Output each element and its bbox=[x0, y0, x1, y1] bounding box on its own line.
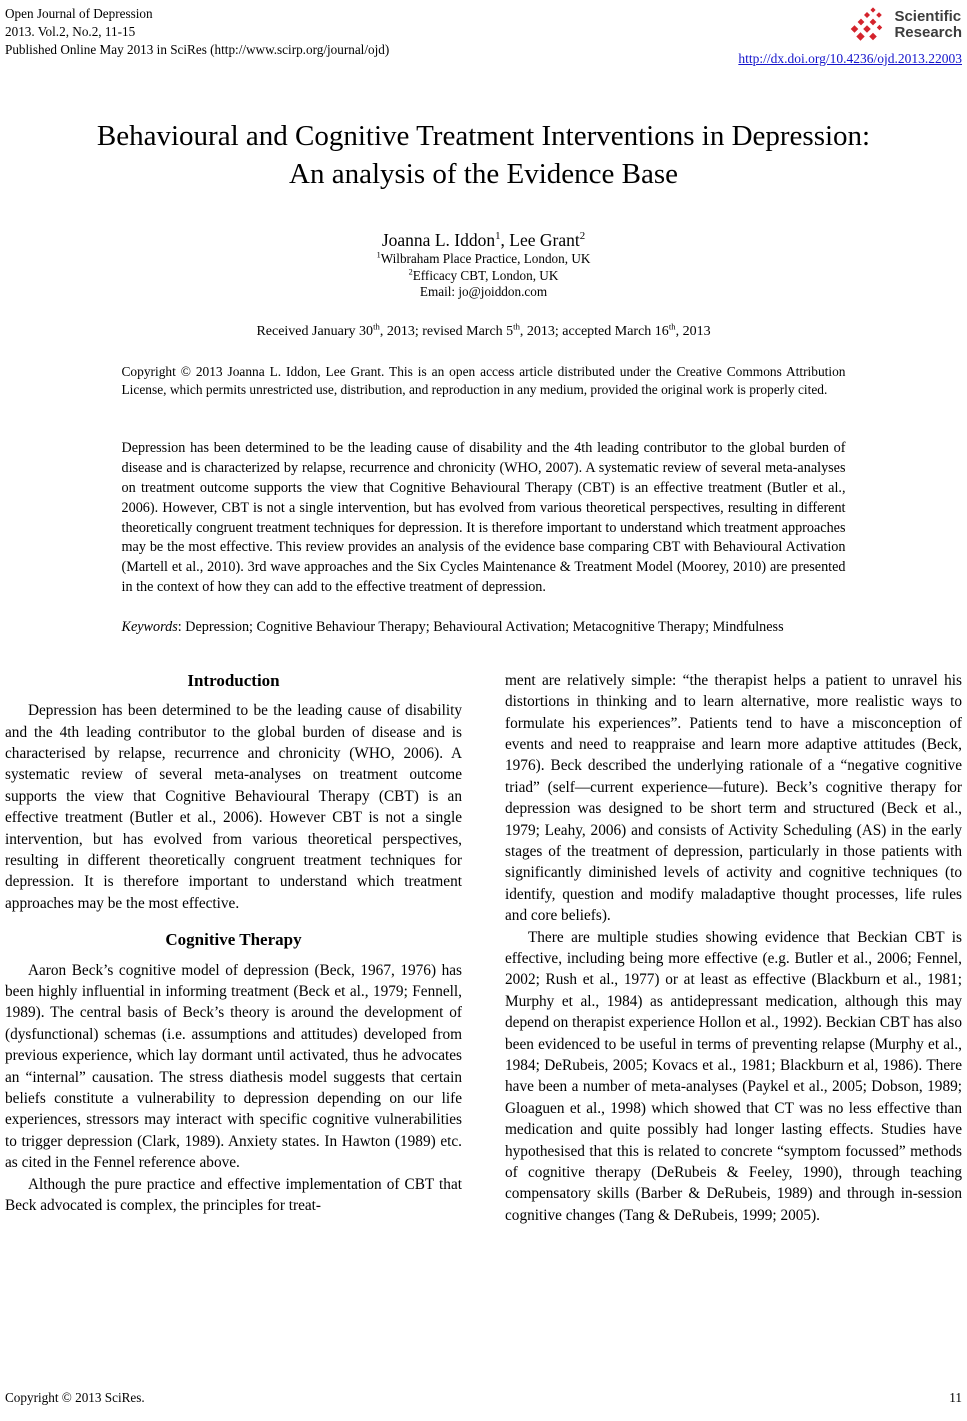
affiliation-1-mark: 1 bbox=[376, 250, 381, 260]
paragraph: There are multiple studies showing evidence that Beckian CBT is effective, including being more effective (e.g. Butler et al., 2006; Fennel, 2002; Rush et al., 1977) or at least as effective (Blackburn et al., 1981; Murphy et al., 1984) as antidepressant medication, although this may depend on therapist experience Hollon et al., 1992). Beckian CBT has also been evidenced to be useful in terms of preventing relapse (Murphy et al., 1984; DeRubeis, 2005; Kovacs et al., 1981; Blackburn et al, 1986). There have been a number of meta-analyses (Paykel et al., 2005; Dobson, 1989; Gloaguen et al., 1998) which showed that CT was no less effective than medication and quite possibly had longer lasting effects. Studies have hypothesised that this is related to concrete “symptom focussed” methods of cognitive therapy (DeRubeis & Feeley, 1990), through teaching compensatory skills (Barber & DeRubeis, 1989) and through in-session cognitive changes (Tang & DeRubeis, 1999; 2005). bbox=[505, 928, 962, 1224]
affiliations bbox=[5, 251, 962, 301]
right-column bbox=[505, 670, 962, 1227]
journal-published-line: Published Online May 2013 in SciRes (http://www.scirp.org/journal/ojd) bbox=[5, 42, 390, 57]
received-part: , 2013; accepted March 16 bbox=[519, 323, 669, 339]
affiliation-1-text: Wilbraham Place Practice, London, UK bbox=[380, 251, 591, 266]
author-1: Joanna L. Iddon bbox=[381, 230, 496, 250]
author-2-affiliation-mark: 2 bbox=[579, 230, 586, 243]
header bbox=[5, 5, 962, 67]
received-dates bbox=[5, 320, 962, 341]
author-1-affiliation-mark: 1 bbox=[495, 230, 501, 243]
publisher-name bbox=[894, 9, 962, 41]
page-footer bbox=[5, 1390, 962, 1406]
publisher-name-line2: Research bbox=[894, 24, 962, 41]
copyright-license-notice: Copyright © 2013 Joanna L. Iddon, Lee Grant. This is an open access article distributed under the Creative Commons Attribution License, which permits unrestricted use, distribution, and reproduction in any medium, provided the original work is properly cited. bbox=[121, 363, 846, 397]
affiliation-1 bbox=[5, 251, 962, 268]
author-separator: , bbox=[500, 230, 510, 250]
paragraph: Depression has been determined to be the leading cause of disability and the 4th leading contributor to the global burden of disease and is characterised by relapse, recurrence and chronicity (WHO, 2006). A systematic review of several meta-analyses on treatment outcome supports the view that Cognitive Behavioural Therapy (CBT) is an effective treatment (Butler et al., 2006). However CBT is not a single intervention, but has evolved from various theoretical perspectives, resulting in different theoretically congruent treatment techniques for depression. It is therefore important to understand which treatment approaches may be the most effective. bbox=[5, 702, 462, 912]
journal-info bbox=[5, 5, 389, 59]
author-2: Lee Grant bbox=[509, 230, 580, 250]
footer-copyright: Copyright © 2013 SciRes. bbox=[5, 1390, 145, 1405]
article-title-line1: Behavioural and Cognitive Treatment Interventions in Depression: bbox=[96, 120, 871, 152]
ordinal-suffix: th bbox=[513, 320, 520, 331]
affiliation-2-mark: 2 bbox=[408, 267, 413, 277]
ordinal-suffix: th bbox=[668, 320, 676, 331]
affiliation-2-text: Efficacy CBT, London, UK bbox=[412, 267, 559, 283]
publisher-name-line1: Scientific bbox=[894, 8, 962, 25]
page-number: 11 bbox=[949, 1390, 962, 1405]
section-heading-cognitive-therapy: Cognitive Therapy bbox=[165, 930, 302, 950]
received-part: , 2013 bbox=[675, 323, 711, 339]
paragraph: Although the pure practice and effective implementation of CBT that Beck advocated is complex, the principles for treat- bbox=[5, 1175, 462, 1215]
received-part: Received January 30 bbox=[256, 323, 374, 339]
section-heading-introduction: Introduction bbox=[187, 670, 280, 690]
authors-line bbox=[5, 229, 962, 251]
paragraph: ment are relatively simple: “the therapist helps a patient to unravel his distortions in thinking and to learn alternative, more realistic ways to formulate his experiences”. Patients tend to have a misconception of events and need to reappraise and learn more adaptive attitudes (Beck, 1976). Beck described the underlying rationale of a “negative cognitive triad” (self—current experience—future). Beck’s cognitive therapy for depression was designed to be short term and structured (Beck et al., 1979; Leahy, 2006) and consists of Activity Scheduling (AS) in the early stages of the treatment of depression, particularly in those patients with significantly diminished levels of activity and cognitive techniques (to identify, question and modify maladaptive thought processes, life rules and core beliefs). bbox=[505, 671, 962, 925]
scirp-diamonds-icon bbox=[848, 5, 890, 45]
keywords-label: Keywords bbox=[121, 618, 178, 635]
publisher-block bbox=[738, 5, 962, 67]
article-title bbox=[5, 117, 962, 193]
left-column bbox=[5, 670, 462, 1227]
keywords-line bbox=[122, 618, 846, 637]
article-body bbox=[5, 670, 962, 1227]
keywords-text: : Depression; Cognitive Behaviour Therapy; Behavioural Activation; Metacognitive Therapy; Mindfulness bbox=[177, 618, 784, 635]
article-title-line2: An analysis of the Evidence Base bbox=[289, 158, 678, 190]
doi-link[interactable]: http://dx.doi.org/10.4236/ojd.2013.22003 bbox=[738, 51, 962, 66]
received-part: , 2013; revised March 5 bbox=[379, 323, 514, 339]
affiliation-2 bbox=[5, 268, 962, 285]
ordinal-suffix: th bbox=[373, 320, 380, 331]
abstract: Depression has been determined to be the leading cause of disability and the 4th leading contributor to the global burden of disease and is characterized by relapse, recurrence and chronicity (WHO, 2007). A systematic review of several meta-analyses on treatment outcome supports the view that Cognitive Behavioural Therapy (CBT) is an effective treatment (Butler et al., 2006). However, CBT is not a single intervention, but has evolved from various theoretical perspectives, resulting in different theoretically congruent treatment techniques for depression. It is therefore important to understand which treatment approaches may be the most effective. This review provides an analysis of the evidence base comparing CBT with Behavioural Activation (Martell et al., 2010). 3rd wave approaches and the Six Cycles Maintenance & Treatment Model (Moorey, 2010) are presented in the context of how they can add to the effective treatment of depression. bbox=[121, 440, 846, 595]
journal-issue: 2013. Vol.2, No.2, 11-15 bbox=[5, 24, 136, 39]
contact-email: Email: jo@joiddon.com bbox=[419, 284, 548, 299]
scientific-research-logo bbox=[848, 5, 962, 45]
journal-name: Open Journal of Depression bbox=[5, 6, 153, 21]
paragraph: Aaron Beck’s cognitive model of depression (Beck, 1967, 1976) has been highly influential in informing treatment (Beck et al., 1979; Fennell, 1989). The central basis of Beck’s theory is around the development of (dysfunctional) schemas (i.e. assumptions and attitudes) developed from previous experience, which lay dormant until activated, thus he advocates an “internal” causation. The stress diathesis model suggests that certain beliefs constitute a vulnerability to depression depending on our life experiences, stressors may interact with specific cognitive vulnerabilities to trigger depression (Clark, 1989). Anxiety states. In Hawton (1989) etc. as cited in the Fennel reference above. bbox=[5, 961, 462, 1172]
